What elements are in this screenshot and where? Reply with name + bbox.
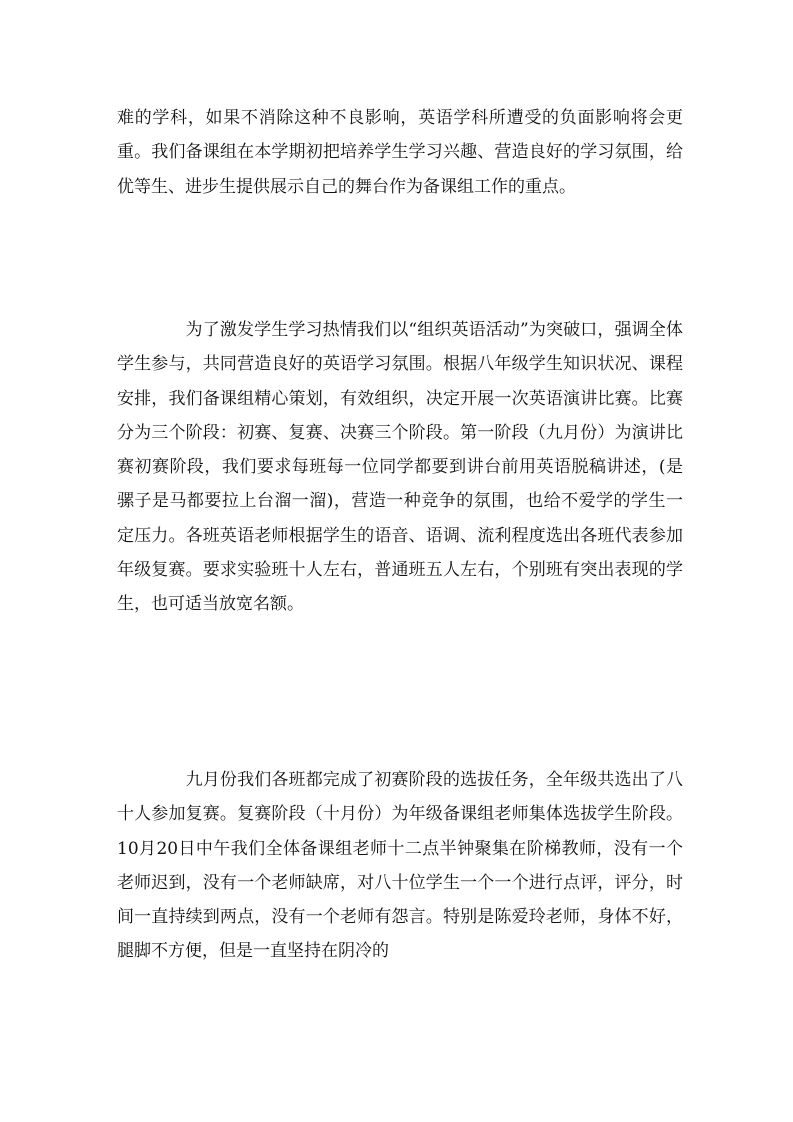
paragraph-1: 难的学科，如果不消除这种不良影响，英语学科所遭受的负面影响将会更重。我们备课组在本学期初把培养学生学习兴趣、营造良好的学习氛围，给优等生、进步生提供展示自己的舞台作为备课组工作的重点。 [117, 108, 683, 197]
paragraph-3: 九月份我们各班都完成了初赛阶段的选拔任务，全年级共选出了八十人参加复赛。复赛阶段（十月份）为年级备课组老师集体选拔学生阶段。10月20日中午我们全体备课组老师十二点半钟聚集在阶梯教师，没有一个老师迟到，没有一个老师缺席，对八十位学生一个一个进行点评，评分，时间一直持续到两点，没有一个老师有怨言。特别是陈爱玲老师，身体不好，腿脚不方便，但是一直坚持在阴冷的 [117, 770, 683, 962]
paragraph-2: 为了激发学生学习热情我们以“组织英语活动”为突破口，强调全体学生参与，共同营造良好的英语学习氛围。根据八年级学生知识状况、课程安排，我们备课组精心策划，有效组织，决定开展一次英语演讲比赛。比赛分为三个阶段：初赛、复赛、决赛三个阶段。第一阶段（九月份）为演讲比赛初赛阶段，我们要求每班每一位同学都要到讲台前用英语脱稿讲述，(是骡子是马都要拉上台溜一溜)，营造一种竞争的氛围，也给不爱学的学生一定压力。各班英语老师根据学生的语音、语调、流利程度选出各班代表参加年级复赛。要求实验班十人左右，普通班五人左右，个别班有突出表现的学生，也可适当放宽名额。 [117, 320, 683, 615]
